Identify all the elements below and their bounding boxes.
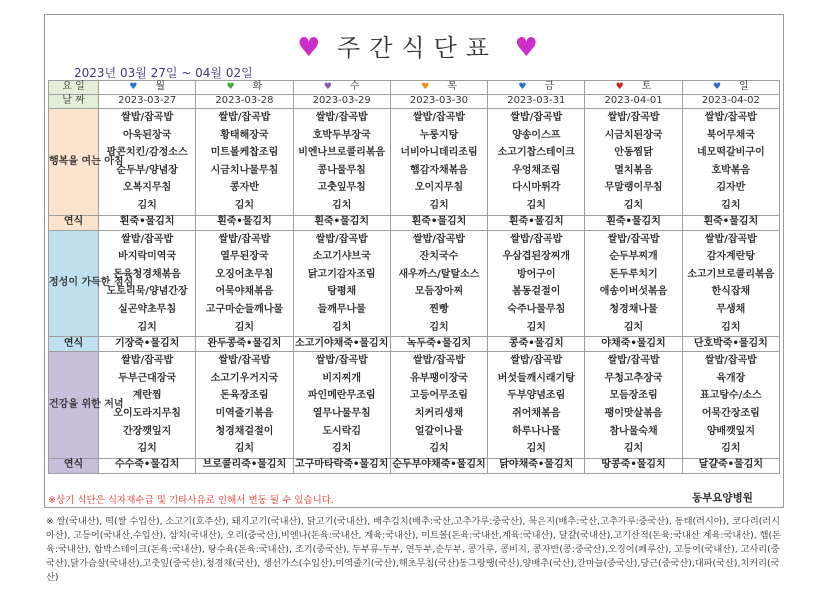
menu-item: 바지락미역국: [118, 251, 177, 263]
dinner-snack-cell: 닭야채죽•물김치: [488, 458, 585, 473]
menu-item: 안동찜닭: [614, 147, 653, 159]
menu-period: 2023년 03월 27일 ~ 04월 02일: [74, 66, 253, 80]
menu-item: 유부팽이장국: [410, 372, 468, 384]
breakfast-snack-cell: 흰죽•물김치: [99, 215, 196, 230]
date-cell: 2023-03-31: [488, 95, 585, 109]
menu-item: 네모떡갈비구이: [697, 147, 765, 159]
menu-item: 콩자반: [229, 182, 259, 194]
day-name: 수: [349, 81, 360, 93]
menu-item: 비엔나브로콜리볶음: [298, 147, 386, 159]
day-header-cell: [390, 81, 487, 95]
menu-item: 애송이버섯볶음: [599, 286, 668, 298]
menu-item: 하루나나물: [512, 425, 561, 437]
dinner-snack-cell: 땅콩죽•물김치: [585, 458, 682, 473]
menu-item: 버섯들깨시래기탕: [497, 372, 575, 384]
date-cell: 2023-03-28: [196, 95, 293, 109]
menu-item: 누룽지탕: [419, 129, 459, 141]
menu-item: 모듬장아찌: [414, 286, 464, 298]
menu-item: 쌀밥/잡곡밥: [510, 112, 563, 123]
dinner-snack-label: 연식: [49, 458, 99, 473]
menu-item: 소고기우거지국: [210, 372, 279, 384]
menu-item: 봄동겉절이: [512, 286, 561, 298]
menu-item: 쌀밥/잡곡밥: [413, 233, 465, 245]
origin-info: ※ 쌀(국내산), 떡(쌀 수입산), 소고기(호주산), 돼지고기(국내산), 닭고기(국내산), 배추김치(배추:국산,고추가루:중국산), 묵은지(배추:국산,고추가루:중국산), 동태(러시아), 코다리(러시아산), 고등어(국내산,수입산), 삼치(국내산), 오리(중국산),비엔나(돈육:국내산, 계육:국내산), 미트볼(돈육:국내산,계육:국내산), 달걀(국내산),고기산적(돈육:국내산 계육:국내산), 햄(돈육:국내산), 함박스테이크(돈육:국내산), 탕수육(돈육:국내산), 조기(중국산), 두부류-두부, 연두부,순두부, 콩가루, 콩비지, 콩자반(콩:중국산),오징어(페루산), 고등어(국내산), 고사리(중국산),닭가슴살(국내산),고춧잎(중국산),청경채(국산), 생선가스(수입산),미역줄기(국산),해초무침(국산)동그랑땡(국산),양배추(국산),간마늘(중국산),당근(중국산),대파(국산),치커리(국산): [46, 516, 781, 583]
menu-item: 쌀밥/잡곡밥: [413, 112, 465, 123]
menu-item: 김자반: [716, 182, 746, 194]
menu-item: 오이도라지무침: [113, 407, 181, 419]
weekly-menu-table: [48, 80, 780, 474]
day-name: 월: [155, 81, 166, 93]
menu-item: 탕평채: [327, 286, 357, 298]
menu-item: 김치: [429, 321, 449, 333]
breakfast-day-cell: [196, 109, 293, 216]
menu-item: 쌀밥/잡곡밥: [510, 233, 563, 245]
menu-item: 모듬장조림: [609, 390, 658, 402]
menu-item: 쌀밥/잡곡밥: [121, 112, 174, 123]
menu-item: 무청고추장국: [604, 372, 663, 384]
menu-item: 오징어초무침: [215, 268, 274, 280]
breakfast-snack-cell: 흰죽•물김치: [293, 215, 390, 230]
date-header-row: [49, 95, 780, 109]
heart-icon: ♥: [226, 82, 235, 93]
menu-item: 고춧잎무침: [317, 182, 366, 194]
menu-item: 쌀밥/잡곡밥: [315, 355, 368, 367]
breakfast-snack-cell: 흰죽•물김치: [196, 215, 293, 230]
menu-item: 김치: [623, 199, 644, 211]
menu-item: 열무나물무침: [312, 407, 371, 419]
menu-item: 햄감자채볶음: [410, 164, 468, 176]
lunch-snack-cell: 단호박죽•물김치: [682, 337, 779, 352]
day-header-cell: [585, 81, 682, 95]
lunch-row: [49, 230, 780, 337]
page-title: [0, 28, 835, 63]
menu-item: 계란찜: [132, 390, 162, 402]
dinner-snack-cell: 달걀죽•물김치: [682, 458, 779, 473]
menu-item: 김치: [137, 443, 157, 455]
heart-icon: ♥: [712, 82, 722, 93]
lunch-snack-row: [49, 337, 780, 352]
menu-item: 간장깻잎지: [122, 425, 172, 437]
breakfast-day-cell: [293, 109, 390, 216]
lunch-day-cell: [585, 230, 682, 337]
menu-item: 김치: [721, 321, 741, 333]
menu-item: 육개장: [716, 372, 746, 384]
menu-item: 멸치볶음: [614, 164, 653, 176]
lunch-day-cell: [293, 230, 390, 337]
menu-item: 김치: [429, 443, 449, 455]
menu-item: 찐빵: [429, 303, 449, 315]
day-header-cell: [99, 81, 196, 95]
menu-item: 김치: [234, 443, 255, 455]
breakfast-row: [49, 109, 780, 216]
menu-item: 숙주나물무침: [507, 303, 566, 315]
menu-item: 쌀밥/잡곡밥: [704, 233, 757, 245]
menu-item: 김치: [721, 443, 741, 455]
day-name: 토: [641, 81, 652, 93]
day-name: 금: [544, 81, 555, 93]
menu-item: 양송이스프: [512, 129, 561, 141]
menu-item: 방어구이: [516, 268, 556, 280]
date-cell: 2023-04-02: [682, 95, 779, 109]
lunch-label: 정성이 가득한 점심: [49, 230, 99, 337]
menu-item: 쌀밥/잡곡밥: [704, 355, 757, 367]
dinner-day-cell: [390, 352, 487, 459]
menu-item: 얼갈이나물: [414, 425, 464, 437]
menu-item: 쥐어채볶음: [512, 407, 561, 419]
menu-item: 쌀밥/잡곡밥: [607, 112, 660, 123]
menu-item: 두부근대장국: [118, 372, 177, 384]
menu-item: 한식잡채: [711, 286, 751, 298]
menu-item: 호박두부장국: [312, 129, 371, 141]
menu-item: 쌀밥/잡곡밥: [315, 233, 368, 245]
menu-item: 너비아니데리조림: [400, 147, 478, 159]
menu-item: 비지찌개: [322, 372, 362, 384]
dinner-day-cell: [196, 352, 293, 459]
menu-item: 쌀밥/잡곡밥: [704, 112, 757, 123]
day-header-cell: [682, 81, 779, 95]
dinner-day-cell: [585, 352, 682, 459]
heart-icon: ♥: [297, 33, 321, 63]
lunch-snack-cell: 녹두죽•물김치: [390, 337, 487, 352]
menu-item: 북어무채국: [706, 129, 755, 141]
breakfast-snack-cell: 흰죽•물김치: [488, 215, 585, 230]
breakfast-snack-row: [49, 215, 780, 230]
menu-item: 김치: [721, 199, 741, 211]
breakfast-day-cell: [488, 109, 585, 216]
menu-item: 김치: [526, 199, 546, 211]
menu-item: 양배깻잎지: [706, 425, 755, 437]
menu-item: 열무된장국: [220, 251, 269, 263]
date-cell: 2023-03-29: [293, 95, 390, 109]
change-notice: ※상기 식단은 식자재수급 및 기타사유로 인해서 변동 될 수 있습니다.: [48, 495, 334, 506]
menu-item: 소고기찹스테이크: [497, 147, 575, 159]
breakfast-snack-cell: 흰죽•물김치: [682, 215, 779, 230]
day-header-cell: [293, 81, 390, 95]
menu-item: 쌀밥/잡곡밥: [121, 233, 174, 245]
menu-item: 쌀밥/잡곡밥: [607, 233, 660, 245]
menu-item: 소고기브로콜리볶음: [687, 268, 775, 280]
menu-item: 쌀밥/잡곡밥: [510, 355, 563, 367]
menu-item: 김치: [234, 321, 255, 333]
menu-item: 쌀밥/잡곡밥: [218, 112, 271, 123]
menu-item: 황태해장국: [220, 129, 269, 141]
lunch-snack-cell: 완두콩죽•물김치: [196, 337, 293, 352]
dinner-snack-row: [49, 458, 780, 473]
date-cell: 2023-03-30: [390, 95, 487, 109]
menu-item: 무말랭이무침: [604, 182, 663, 194]
day-header-label: 요 일: [49, 81, 99, 95]
menu-item: 아욱된장국: [122, 129, 172, 141]
menu-item: 쌀밥/잡곡밥: [607, 355, 660, 367]
date-cell: 2023-03-27: [99, 95, 196, 109]
dinner-row: [49, 352, 780, 459]
menu-item: 시금치나물무침: [210, 164, 279, 176]
menu-item: 김치: [332, 443, 352, 455]
menu-item: 돈육청경채볶음: [113, 268, 181, 280]
menu-item: 들깨무나물: [317, 303, 366, 315]
menu-item: 쌀밥/잡곡밥: [218, 233, 271, 245]
dinner-snack-cell: 브로콜리죽•물김치: [196, 458, 293, 473]
lunch-day-cell: [682, 230, 779, 337]
menu-item: 소고기샤브국: [312, 251, 371, 263]
menu-item: 청경채겉절이: [215, 425, 274, 437]
day-header-row: [49, 81, 780, 95]
heart-icon: ♥: [129, 82, 138, 93]
menu-item: 김치: [623, 321, 644, 333]
menu-item: 김치: [137, 199, 157, 211]
menu-item: 다시마튀각: [512, 182, 561, 194]
menu-item: 김치: [526, 321, 546, 333]
lunch-day-cell: [488, 230, 585, 337]
menu-item: 돈육장조림: [220, 390, 269, 402]
menu-item: 청경채나물: [609, 303, 658, 315]
menu-item: 고등어무조림: [410, 390, 468, 402]
date-header-label: 날 짜: [49, 95, 99, 109]
menu-item: 실곤약초무침: [118, 303, 177, 315]
dinner-snack-cell: 수수죽•물김치: [99, 458, 196, 473]
menu-item: 치커리생채: [414, 407, 464, 419]
lunch-day-cell: [99, 230, 196, 337]
lunch-day-cell: [390, 230, 487, 337]
dinner-label: 건강을 위한 저녁: [49, 352, 99, 459]
dinner-snack-cell: 순두부야채죽•물김치: [390, 458, 487, 473]
menu-item: 어묵야채볶음: [215, 286, 274, 298]
menu-item: 새우까스/탈탈소스: [398, 268, 480, 280]
menu-item: 오이지무침: [414, 182, 464, 194]
menu-item: 닭고기감자조림: [307, 268, 376, 280]
menu-item: 콩나물무침: [317, 164, 366, 176]
menu-item: 김치: [623, 443, 644, 455]
lunch-snack-cell: 콩죽•물김치: [488, 337, 585, 352]
menu-item: 도토리묵/양념간장: [106, 286, 188, 298]
menu-item: 돈두루치기: [609, 268, 658, 280]
menu-item: 쌀밥/잡곡밥: [413, 355, 465, 367]
dinner-day-cell: [488, 352, 585, 459]
menu-item: 미트볼케찹조림: [210, 147, 279, 159]
menu-item: 우삼겹된장찌개: [502, 251, 571, 263]
menu-item: 김치: [429, 199, 449, 211]
lunch-snack-cell: 기장죽•물김치: [99, 337, 196, 352]
menu-item: 미역줄기볶음: [215, 407, 274, 419]
heart-icon: ♥: [421, 82, 430, 93]
menu-item: 김치: [526, 443, 546, 455]
menu-item: 김치: [332, 199, 352, 211]
breakfast-snack-cell: 흰죽•물김치: [390, 215, 487, 230]
title-text: 주간식단표: [337, 34, 498, 62]
dinner-day-cell: [293, 352, 390, 459]
day-header-cell: [196, 81, 293, 95]
menu-item: 잔치국수: [419, 251, 459, 263]
hospital-name: 동부요양병원: [692, 492, 753, 504]
menu-item: 쌀밥/잡곡밥: [315, 112, 368, 123]
menu-item: 호박볶음: [711, 164, 751, 176]
menu-item: 파인메란무조림: [307, 390, 376, 402]
breakfast-snack-cell: 흰죽•물김치: [585, 215, 682, 230]
menu-item: 팽이맛살볶음: [604, 407, 663, 419]
menu-item: 우엉채조림: [512, 164, 561, 176]
menu-item: 두부양념조림: [507, 390, 566, 402]
breakfast-label: 행복을 여는 아침: [49, 109, 99, 216]
dinner-day-cell: [99, 352, 196, 459]
menu-item: 순두부/양념장: [116, 164, 178, 176]
menu-item: 고구마순들깨나물: [205, 303, 284, 315]
breakfast-snack-label: 연식: [49, 215, 99, 230]
lunch-snack-label: 연식: [49, 337, 99, 352]
menu-item: 도시락김: [322, 425, 362, 437]
day-header-cell: [488, 81, 585, 95]
dinner-day-cell: [682, 352, 779, 459]
day-name: 일: [739, 81, 749, 93]
menu-item: 김치: [137, 321, 157, 333]
heart-icon: ♥: [514, 33, 538, 63]
dinner-snack-cell: 고구마타락죽•물김치: [293, 458, 390, 473]
date-cell: 2023-04-01: [585, 95, 682, 109]
menu-item: 김치: [234, 199, 255, 211]
breakfast-day-cell: [390, 109, 487, 216]
menu-item: 쌀밥/잡곡밥: [121, 355, 174, 367]
menu-item: 어묵간장조림: [701, 407, 760, 419]
menu-item: 표고탕수/소스: [700, 390, 762, 402]
menu-item: 김치: [332, 321, 352, 333]
heart-icon: ♥: [518, 82, 527, 93]
menu-item: 시금치된장국: [604, 129, 663, 141]
menu-item: 참나물숙채: [609, 425, 658, 437]
menu-item: 감자계란탕: [706, 251, 755, 263]
lunch-snack-cell: 야채죽•물김치: [585, 337, 682, 352]
breakfast-day-cell: [682, 109, 779, 216]
menu-item: 쌀밥/잡곡밥: [218, 355, 271, 367]
menu-item: 무생채: [716, 303, 746, 315]
lunch-snack-cell: 소고기야채죽•물김치: [293, 337, 390, 352]
heart-icon: ♥: [323, 82, 332, 93]
breakfast-day-cell: [585, 109, 682, 216]
lunch-day-cell: [196, 230, 293, 337]
menu-item: 팝콘치킨/감정소스: [106, 147, 188, 159]
heart-icon: ♥: [615, 82, 624, 93]
day-name: 목: [447, 81, 457, 93]
menu-item: 오복지무침: [122, 182, 172, 194]
menu-item: 순두부찌개: [609, 251, 658, 263]
day-name: 화: [252, 81, 263, 93]
